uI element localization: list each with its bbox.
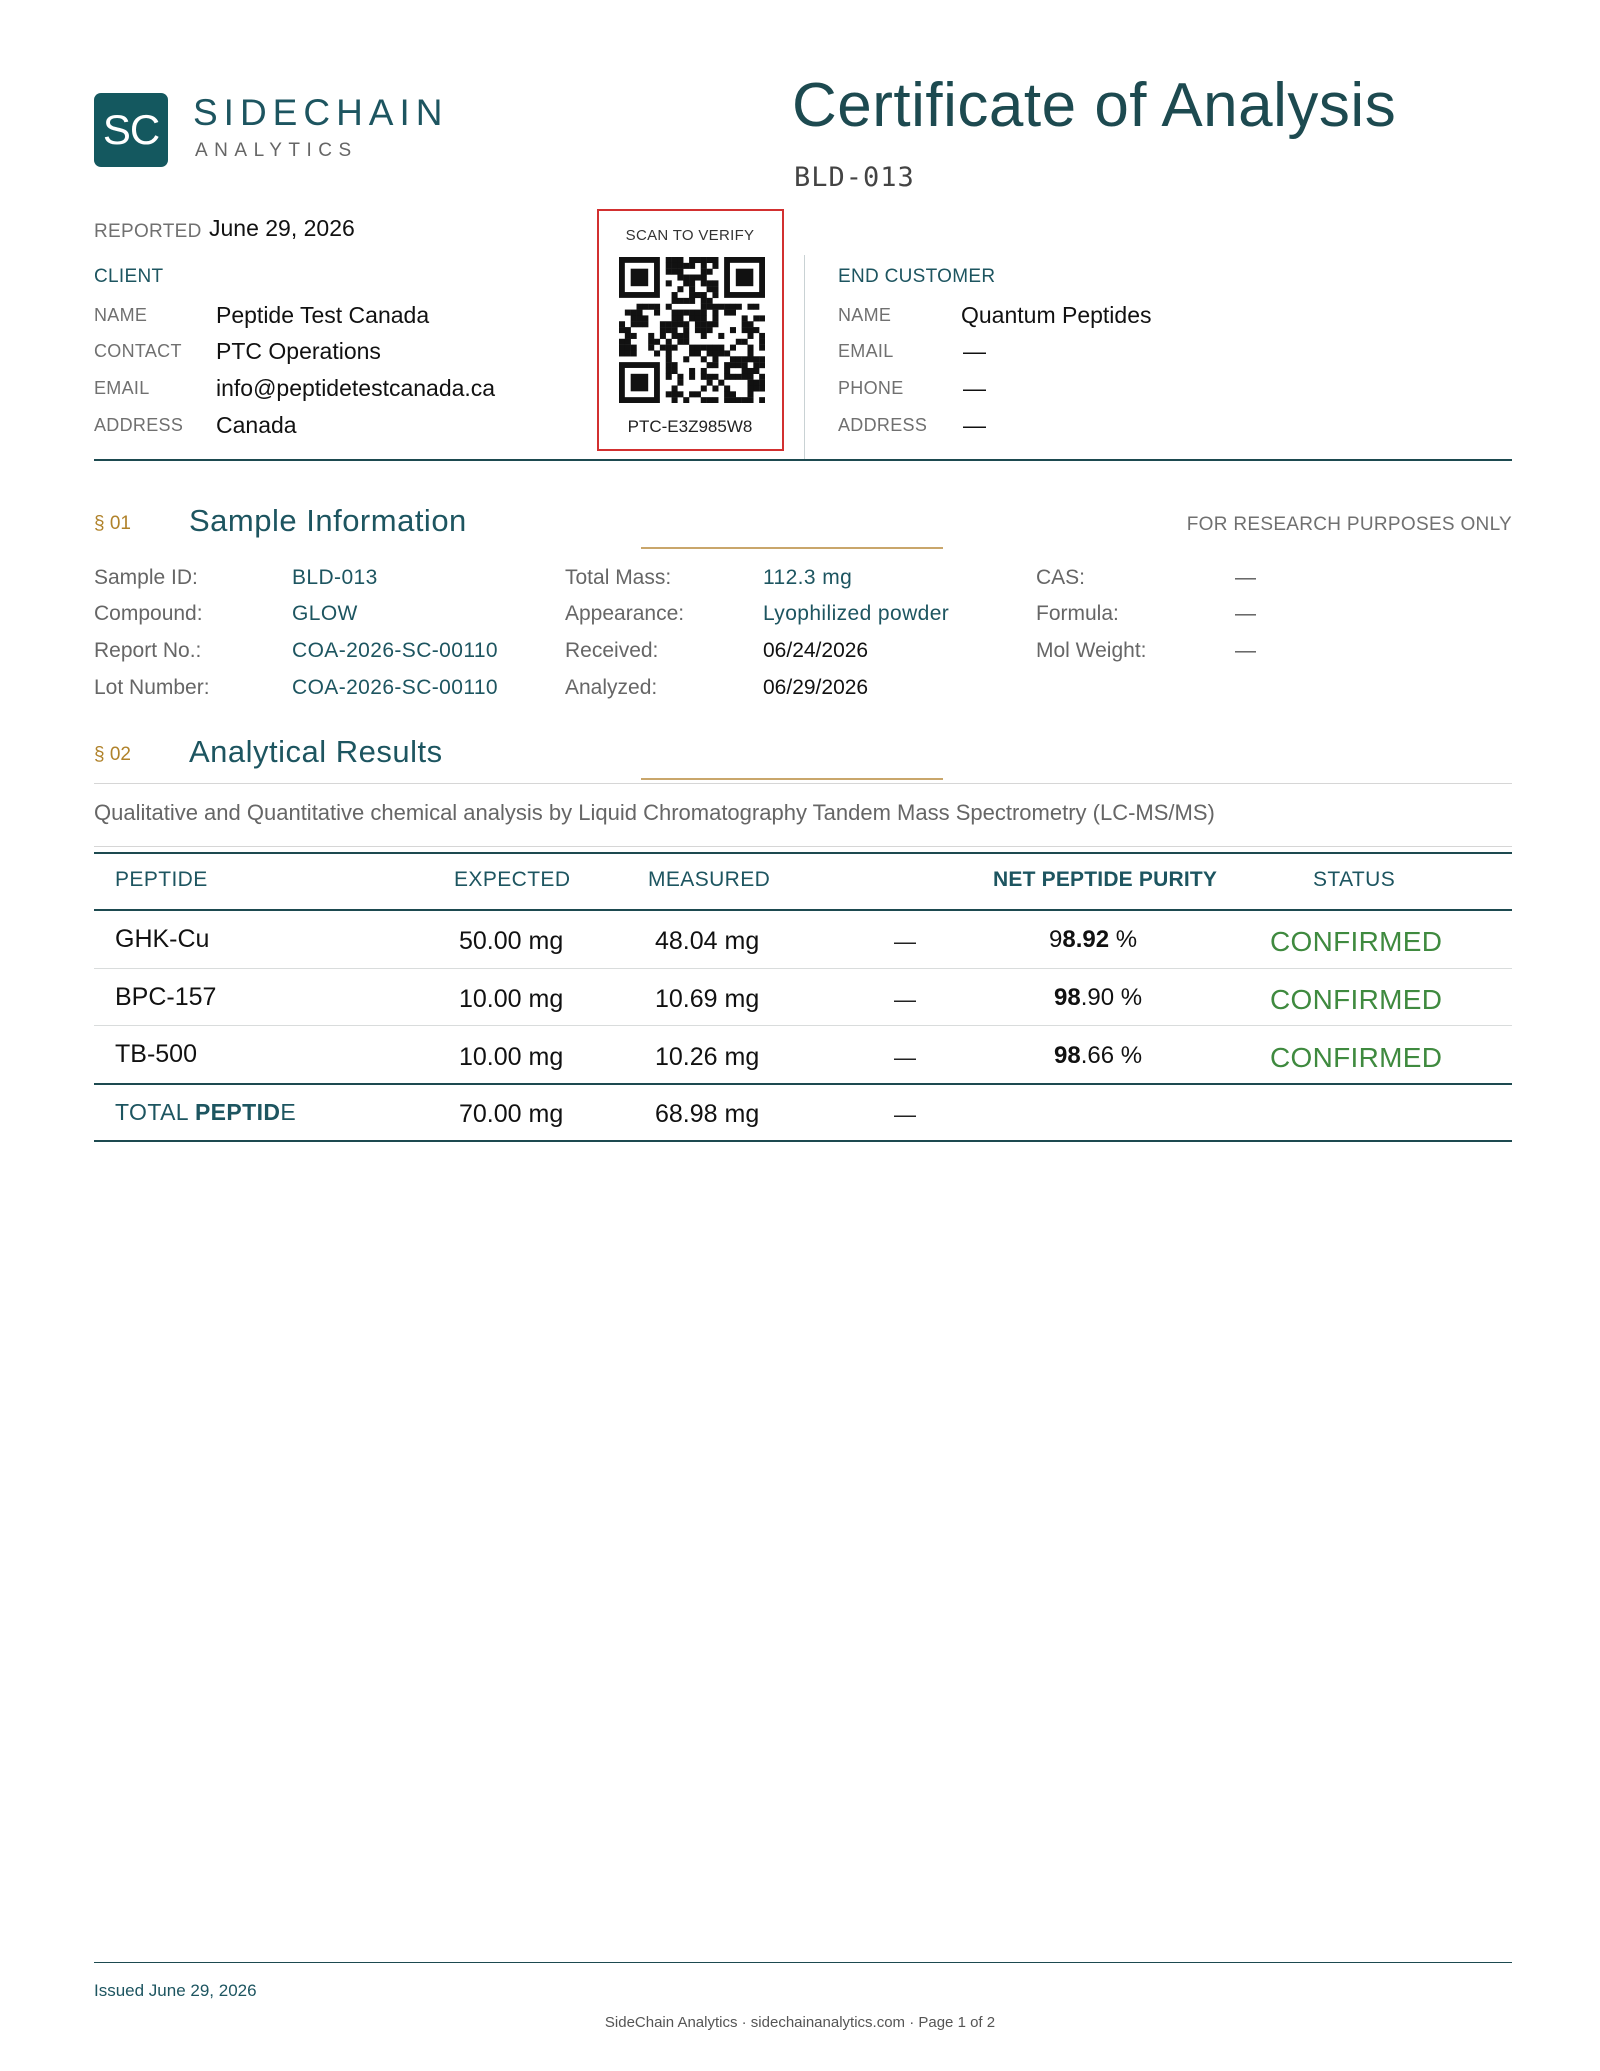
end-customer-email-label: EMAIL — [838, 341, 894, 361]
method-top-rule — [94, 783, 1512, 784]
total-mass: 112.3 mg — [763, 566, 853, 589]
analyzed-date: 06/29/2026 — [763, 676, 869, 699]
total-measured: 68.98 mg — [655, 1100, 760, 1128]
received-date: 06/24/2026 — [763, 639, 869, 662]
table-bottom-rule — [94, 1140, 1512, 1142]
received-label: Received: — [565, 639, 659, 662]
row-dash: — — [894, 1045, 916, 1070]
footer-rule — [94, 1962, 1512, 1963]
row-dash: — — [894, 987, 916, 1012]
logo-mark: SC — [94, 93, 168, 167]
end-customer-heading: END CUSTOMER — [838, 266, 996, 287]
row-peptide: BPC-157 — [115, 983, 217, 1011]
end-customer-phone-label: PHONE — [838, 378, 904, 398]
row-peptide: TB-500 — [115, 1040, 197, 1068]
total-expected: 70.00 mg — [459, 1100, 564, 1128]
end-customer-address: — — [963, 412, 986, 438]
verify-caption: SCAN TO VERIFY — [625, 227, 755, 244]
header-expected: EXPECTED — [454, 868, 571, 891]
end-customer-phone: — — [963, 375, 986, 401]
row-purity: 98.92 % — [1049, 926, 1138, 953]
lot-number-label: Lot Number: — [94, 676, 210, 699]
compound: GLOW — [292, 602, 358, 625]
client-email: info@peptidetestcanada.ca — [216, 375, 496, 401]
footer-text: SideChain Analytics · sidechainanalytics.com · Page 1 of 2 — [604, 2014, 996, 2031]
total-label: TOTAL PEPTIDE — [115, 1099, 297, 1125]
issued-date: Issued June 29, 2026 — [94, 1981, 257, 2000]
document-code: BLD-013 — [794, 162, 915, 193]
section-1-title: Sample Information — [189, 503, 467, 538]
section-2-accent-rule — [641, 778, 943, 780]
row-measured: 10.26 mg — [655, 1043, 760, 1071]
analyzed-label: Analyzed: — [565, 676, 658, 699]
table-total-rule — [94, 1083, 1512, 1085]
sample-id-label: Sample ID: — [94, 566, 198, 589]
header-divider — [94, 459, 1512, 461]
status-badge: CONFIRMED — [1270, 926, 1443, 957]
client-contact: PTC Operations — [216, 338, 381, 364]
section-2-title: Analytical Results — [189, 734, 443, 769]
report-no: COA-2026-SC-00110 — [292, 639, 499, 662]
end-customer-name: Quantum Peptides — [961, 302, 1152, 328]
client-email-label: EMAIL — [94, 378, 150, 398]
verify-qr-panel[interactable] — [597, 209, 784, 451]
mol-weight-label: Mol Weight: — [1036, 639, 1147, 662]
header-net-peptide-purity: NET PEPTIDE PURITY — [993, 868, 1218, 891]
compound-label: Compound: — [94, 602, 203, 625]
row-measured: 48.04 mg — [655, 927, 760, 955]
status-badge: CONFIRMED — [1270, 984, 1443, 1015]
method-bottom-rule — [94, 846, 1512, 847]
cas-value: — — [1235, 566, 1256, 589]
end-customer-email: — — [963, 338, 986, 364]
appearance-label: Appearance: — [565, 602, 685, 625]
report-no-label: Report No.: — [94, 639, 202, 662]
end-customer-name-label: NAME — [838, 305, 892, 325]
row-purity: 98.90 % — [1054, 984, 1143, 1011]
formula-value: — — [1235, 602, 1256, 625]
qr-code-icon[interactable] — [619, 257, 765, 403]
status-badge: CONFIRMED — [1270, 1042, 1443, 1073]
header-peptide: PEPTIDE — [115, 868, 208, 891]
lot-number: COA-2026-SC-00110 — [292, 676, 499, 699]
row-measured: 10.69 mg — [655, 985, 760, 1013]
row-expected: 10.00 mg — [459, 1043, 564, 1071]
brand-name: SIDECHAIN — [193, 92, 449, 133]
header-measured: MEASURED — [648, 868, 771, 891]
section-1-number: § 01 — [94, 513, 131, 534]
section-2-number: § 02 — [94, 744, 131, 765]
row-expected: 50.00 mg — [459, 927, 564, 955]
verify-id: PTC-E3Z985W8 — [627, 417, 753, 436]
end-customer-address-label: ADDRESS — [838, 415, 928, 435]
sample-id: BLD-013 — [292, 566, 378, 589]
client-name-label: NAME — [94, 305, 148, 325]
row-divider — [94, 968, 1512, 969]
client-contact-label: CONTACT — [94, 341, 182, 361]
formula-label: Formula: — [1036, 602, 1119, 625]
client-heading: CLIENT — [94, 266, 164, 287]
client-name: Peptide Test Canada — [216, 302, 430, 328]
appearance: Lyophilized powder — [763, 602, 950, 625]
table-top-rule — [94, 852, 1512, 854]
reported-label: REPORTED — [94, 221, 202, 242]
row-dash: — — [894, 929, 916, 954]
brand-subtitle: ANALYTICS — [195, 140, 358, 161]
row-expected: 10.00 mg — [459, 985, 564, 1013]
cas-label: CAS: — [1036, 566, 1086, 589]
table-header-rule — [94, 909, 1512, 911]
client-address: Canada — [216, 412, 297, 438]
row-peptide: GHK-Cu — [115, 925, 210, 953]
row-divider — [94, 1025, 1512, 1026]
section-1-accent-rule — [641, 547, 943, 549]
total-dash: — — [894, 1102, 916, 1127]
row-purity: 98.66 % — [1054, 1042, 1143, 1069]
research-note: FOR RESEARCH PURPOSES ONLY — [1186, 514, 1512, 535]
client-address-label: ADDRESS — [94, 415, 184, 435]
page-title: Certificate of Analysis — [792, 71, 1397, 140]
mol-weight-value: — — [1235, 639, 1256, 662]
reported-date: June 29, 2026 — [209, 215, 355, 241]
method-description: Qualitative and Quantitative chemical analysis by Liquid Chromatography Tandem Mass Spectrometry (LC-MS/MS) — [94, 800, 1215, 825]
total-mass-label: Total Mass: — [565, 566, 672, 589]
vertical-divider — [804, 255, 805, 460]
header-status: STATUS — [1313, 868, 1396, 891]
